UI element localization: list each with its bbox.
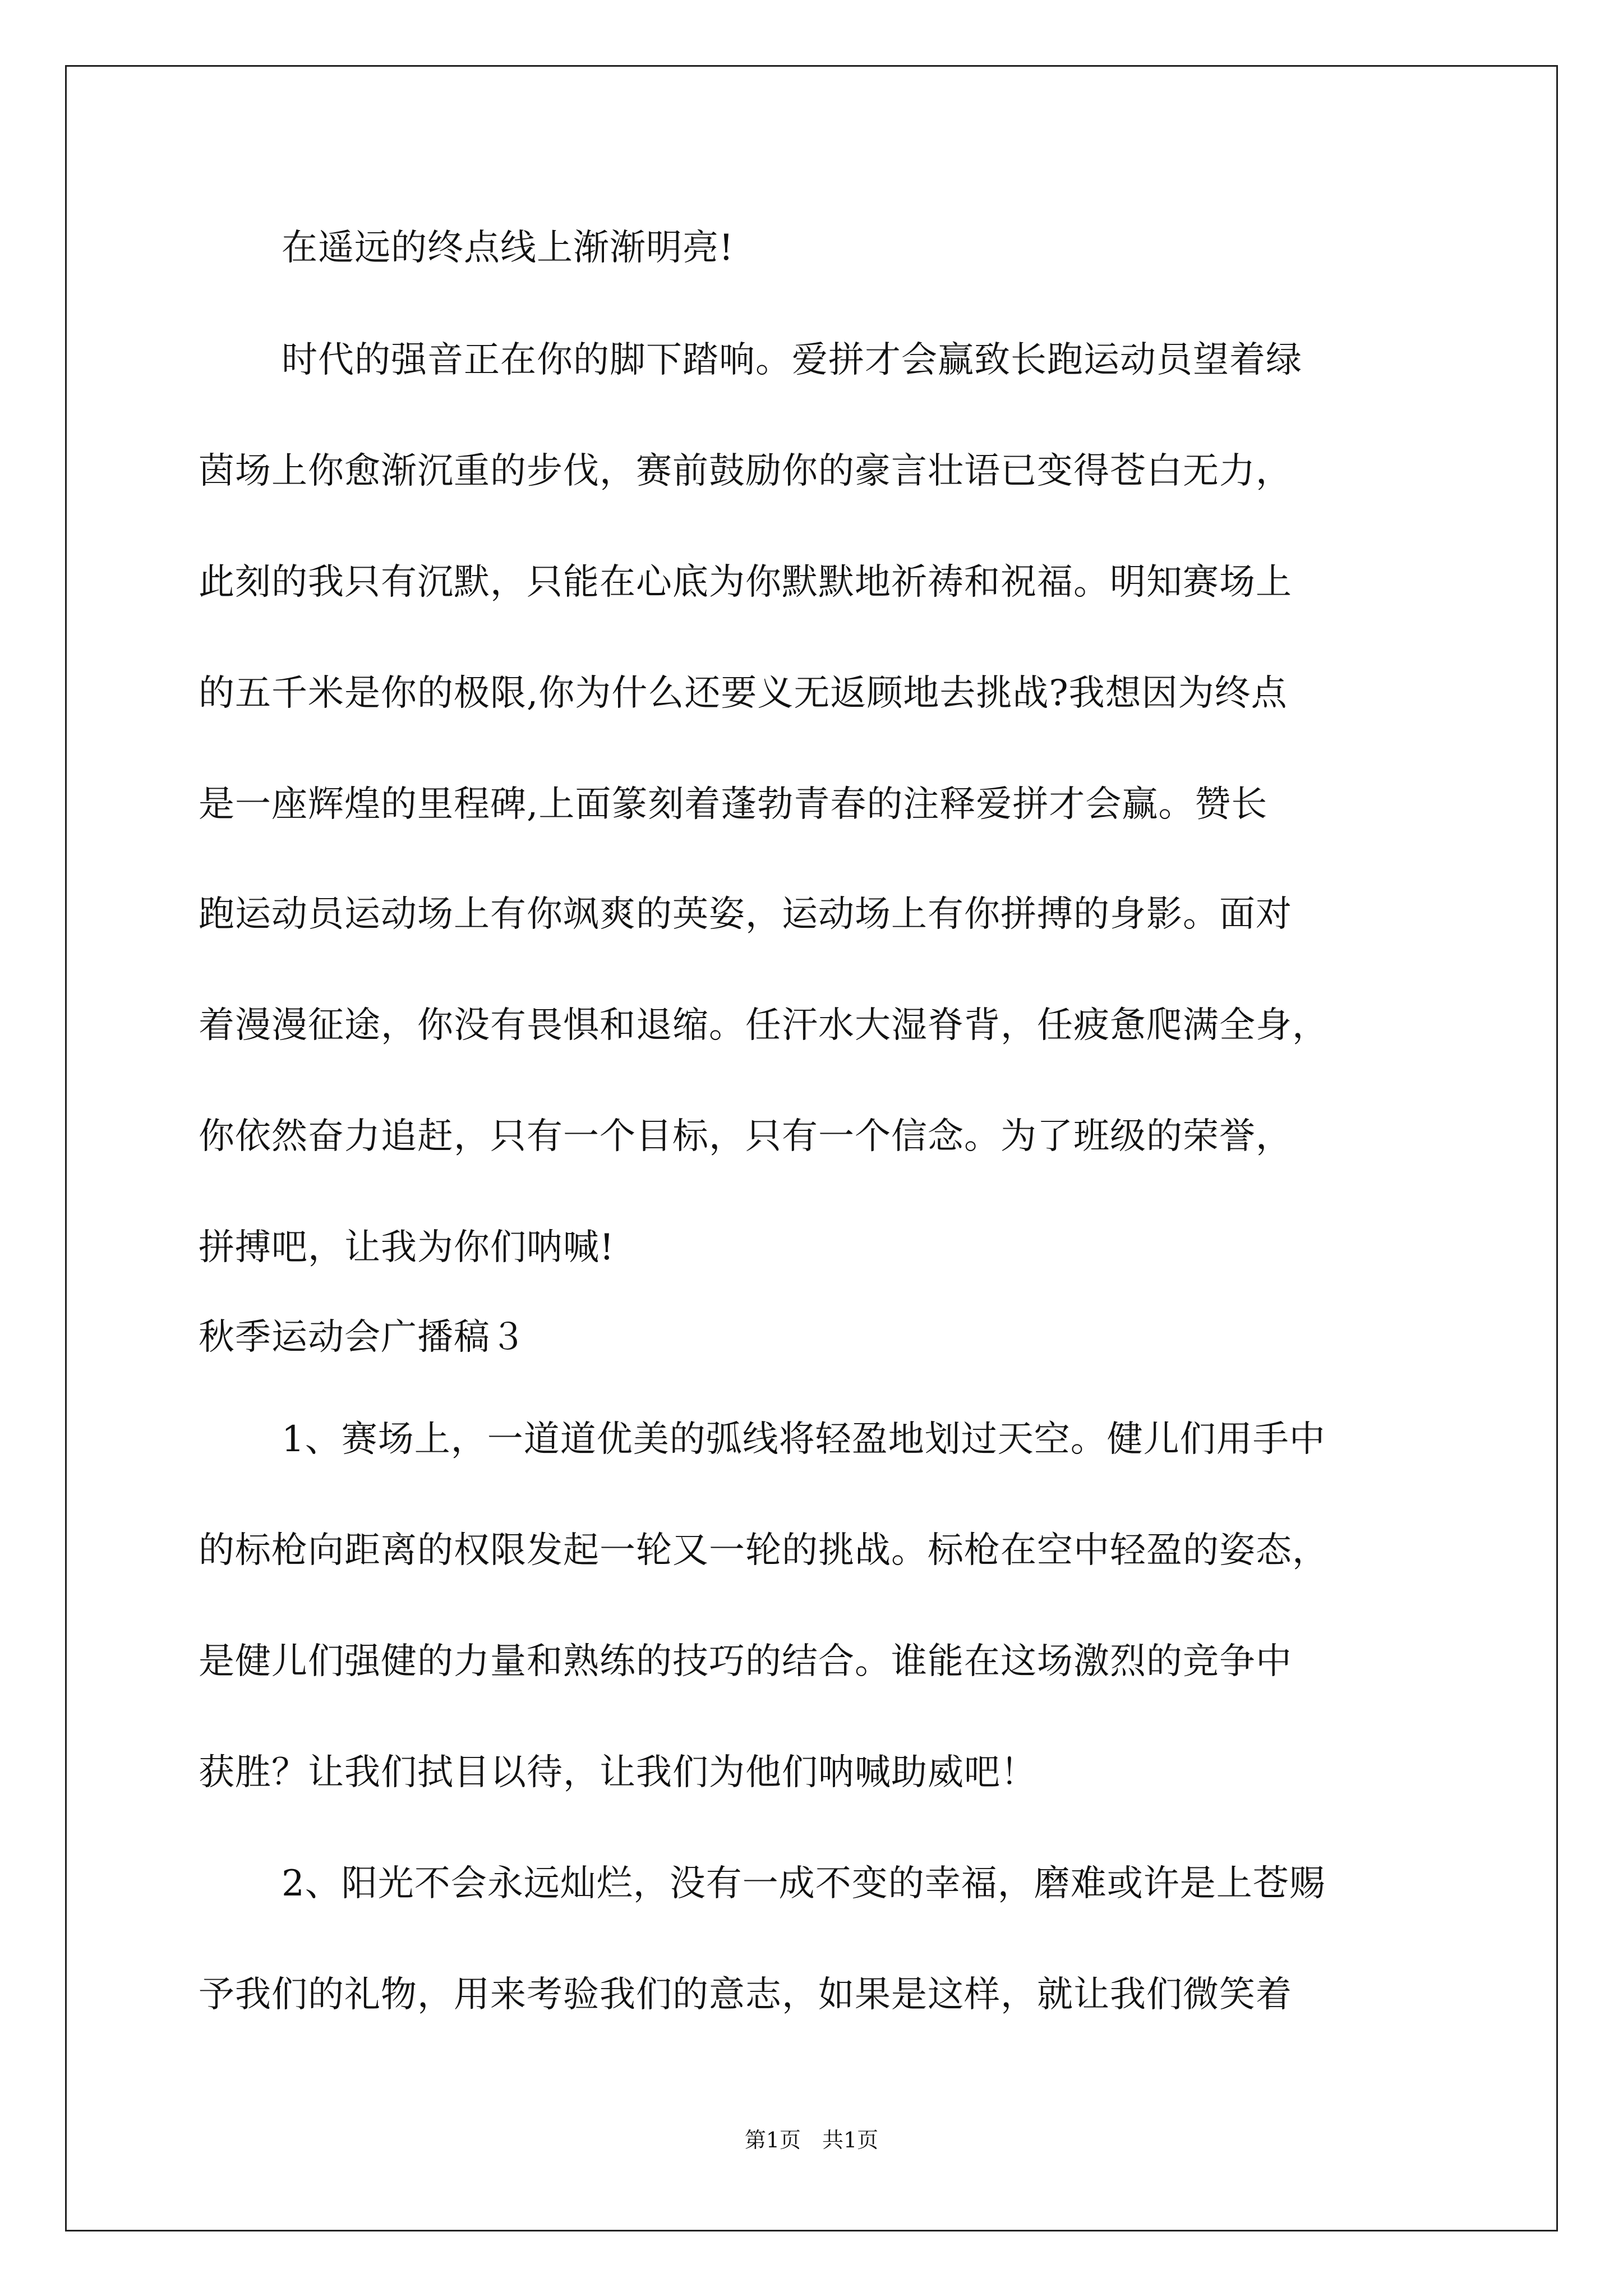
- paragraph-line: 1、赛场上，一道道优美的弧线将轻盈地划过天空。健儿们用手中: [282, 1419, 1326, 1460]
- paragraph-line: 是健儿们强健的力量和熟练的技巧的结合。谁能在这场激烈的竞争中: [199, 1641, 1292, 1682]
- paragraph-line: 你依然奋力追赶，只有一个目标，只有一个信念。为了班级的荣誉，: [199, 1116, 1292, 1157]
- page-number: 第1页 共1页: [744, 2128, 879, 2152]
- paragraph-line: 的五千米是你的极限,你为什么还要义无返顾地去挑战?我想因为终点: [199, 673, 1288, 714]
- paragraph-line: 在遥远的终点线上渐渐明亮!: [282, 227, 734, 269]
- paragraph-line: 时代的强音正在你的脚下踏响。爱拼才会赢致长跑运动员望着绿: [282, 339, 1302, 381]
- paragraph-line: 是一座辉煌的里程碑,上面篆刻着蓬勃青春的注释爱拼才会赢。赞长: [199, 784, 1268, 825]
- paragraph-line: 获胜？让我们拭目以待，让我们为他们呐喊助威吧！: [199, 1752, 1037, 1793]
- paragraph-line: 拼搏吧，让我为你们呐喊!: [199, 1227, 615, 1268]
- paragraph-line: 予我们的礼物，用来考验我们的意志，如果是这样，就让我们微笑着: [199, 1974, 1292, 2016]
- paragraph-line: 的标枪向距离的权限发起一轮又一轮的挑战。标枪在空中轻盈的姿态，: [199, 1530, 1329, 1571]
- paragraph-line: 着漫漫征途，你没有畏惧和退缩。任汗水大湿脊背，任疲惫爬满全身，: [199, 1005, 1329, 1046]
- section-heading: 秋季运动会广播稿３: [199, 1317, 527, 1358]
- paragraph-line: 茵场上你愈渐沉重的步伐，赛前鼓励你的豪言壮语已变得苍白无力，: [199, 450, 1292, 492]
- paragraph-line: 2、阳光不会永远灿烂，没有一成不变的幸福，磨难或许是上苍赐: [282, 1863, 1326, 1904]
- paragraph-line: 跑运动员运动场上有你飒爽的英姿，运动场上有你拼搏的身影。面对: [199, 894, 1292, 935]
- paragraph-line: 此刻的我只有沉默，只能在心底为你默默地祈祷和祝福。明知赛场上: [199, 562, 1292, 603]
